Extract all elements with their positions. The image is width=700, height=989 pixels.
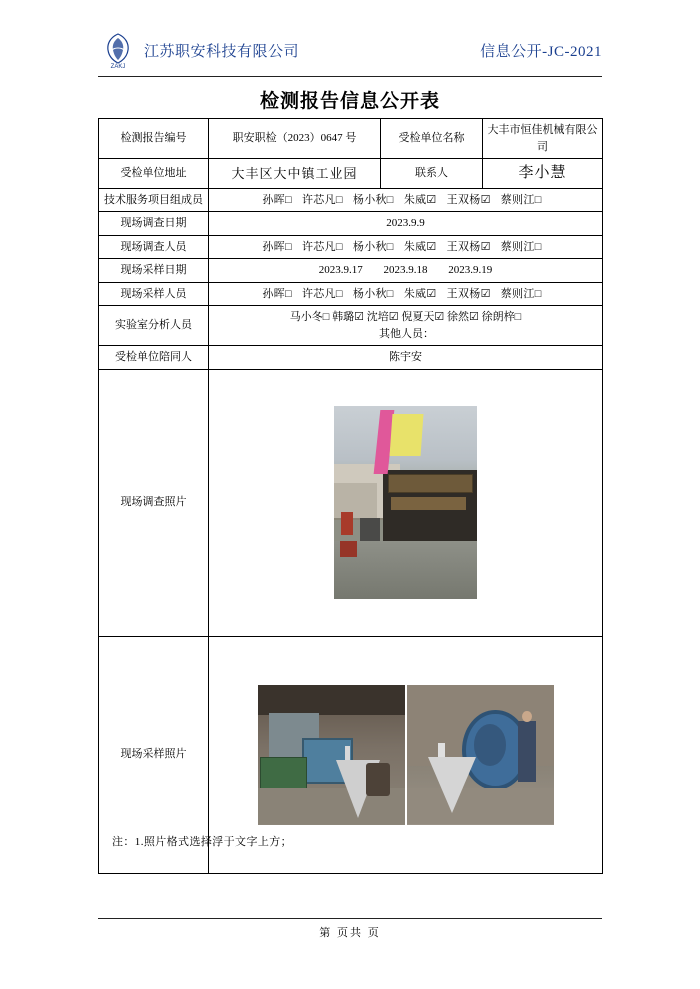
survey-staff-label: 现场调查人员 bbox=[99, 235, 209, 259]
survey-date-value: 2023.9.9 bbox=[209, 212, 603, 236]
contact-label: 联系人 bbox=[381, 159, 483, 189]
member-entry: 蔡则江□ bbox=[500, 240, 542, 253]
document-header bbox=[98, 28, 602, 77]
sampling-date: 2023.9.17 bbox=[318, 264, 363, 276]
member-entry: 杨小秋□ bbox=[352, 287, 394, 300]
report-info-table bbox=[98, 118, 603, 874]
accompany-label: 受检单位陪同人 bbox=[99, 346, 209, 370]
accompany-value: 陈宇安 bbox=[209, 346, 603, 370]
table-row bbox=[99, 346, 603, 370]
sampling-date-label: 现场采样日期 bbox=[99, 259, 209, 283]
brand-block bbox=[98, 31, 299, 69]
member-entry: 王双杨☑ bbox=[446, 240, 491, 253]
member-entry: 王双杨☑ bbox=[446, 287, 491, 300]
member-entry: 孙晖□ bbox=[262, 240, 292, 253]
member-entry: 朱威☑ bbox=[403, 240, 437, 253]
survey-photo-label: 现场调查照片 bbox=[99, 369, 209, 636]
contact-value: 李小慧 bbox=[483, 159, 603, 189]
client-addr-label: 受检单位地址 bbox=[99, 159, 209, 189]
table-row bbox=[99, 212, 603, 236]
member-entry: 徐然☑ bbox=[447, 311, 479, 323]
survey-staff bbox=[209, 235, 603, 259]
lab-staff bbox=[209, 306, 603, 346]
footnote: 注：1.照片格式选择浮于文字上方； bbox=[112, 836, 293, 848]
company-name: 江苏职安科技有限公司 bbox=[144, 43, 300, 60]
member-entry: 许芯凡□ bbox=[301, 193, 343, 206]
sampling-photo-right bbox=[407, 685, 554, 825]
member-entry: 许芯凡□ bbox=[301, 287, 343, 300]
table-row bbox=[99, 282, 603, 306]
table-row bbox=[99, 369, 603, 636]
survey-photo-wrap bbox=[213, 373, 598, 633]
member-entry: 孙晖□ bbox=[262, 287, 292, 300]
sampling-dates bbox=[209, 259, 603, 283]
svg-text:ZAKJ: ZAKJ bbox=[110, 64, 126, 69]
table-row bbox=[99, 119, 603, 159]
member-entry: 王双杨☑ bbox=[446, 193, 491, 206]
sampling-date: 2023.9.18 bbox=[383, 264, 428, 276]
table-row bbox=[99, 188, 603, 212]
document-code: 信息公开-JC-2021 bbox=[480, 43, 602, 60]
survey-photo-cell bbox=[209, 369, 603, 636]
client-name-label: 受检单位名称 bbox=[381, 119, 483, 159]
page-title: 检测报告信息公开表 bbox=[259, 91, 440, 112]
member-entry: 朱威☑ bbox=[403, 193, 437, 206]
company-logo-icon bbox=[98, 31, 138, 69]
member-entry: 蔡则江□ bbox=[500, 193, 542, 206]
member-entry: 韩璐☑ bbox=[332, 311, 364, 323]
client-name-value: 大丰市恒佳机械有限公司 bbox=[483, 119, 603, 159]
member-entry: 杨小秋□ bbox=[352, 193, 394, 206]
table-row bbox=[99, 259, 603, 283]
sampling-date: 2023.9.19 bbox=[448, 264, 493, 276]
report-no-label: 检测报告编号 bbox=[99, 119, 209, 159]
lab-other-label: 其他人员： bbox=[379, 327, 434, 340]
survey-site-photo bbox=[334, 406, 477, 599]
member-entry: 许芯凡□ bbox=[301, 240, 343, 253]
sampling-staff-label: 现场采样人员 bbox=[99, 282, 209, 306]
survey-date-label: 现场调查日期 bbox=[99, 212, 209, 236]
member-entry: 杨小秋□ bbox=[352, 240, 394, 253]
member-entry: 马小冬□ bbox=[289, 311, 330, 323]
lab-staff-line bbox=[213, 309, 598, 326]
member-entry: 沈培☑ bbox=[366, 311, 399, 323]
table-row bbox=[99, 235, 603, 259]
table-row bbox=[99, 306, 603, 346]
team-members bbox=[209, 188, 603, 212]
sampling-photo-left bbox=[258, 685, 405, 825]
member-entry: 徐朗梓□ bbox=[481, 311, 522, 323]
lab-staff-label: 实验室分析人员 bbox=[99, 306, 209, 346]
member-entry: 孙晖□ bbox=[262, 193, 292, 206]
member-entry: 倪夏天☑ bbox=[401, 311, 445, 323]
member-entry: 蔡则江□ bbox=[500, 287, 542, 300]
sampling-photo-label: 现场采样照片 bbox=[99, 636, 209, 873]
table-row bbox=[99, 159, 603, 189]
report-no-value: 职安职检（2023）0647 号 bbox=[209, 119, 381, 159]
team-label: 技术服务项目组成员 bbox=[99, 188, 209, 212]
page-footer: 第 页共 页 bbox=[98, 918, 602, 940]
sampling-staff bbox=[209, 282, 603, 306]
member-entry: 朱威☑ bbox=[403, 287, 437, 300]
client-addr-value: 大丰区大中镇工业园 bbox=[209, 159, 381, 189]
